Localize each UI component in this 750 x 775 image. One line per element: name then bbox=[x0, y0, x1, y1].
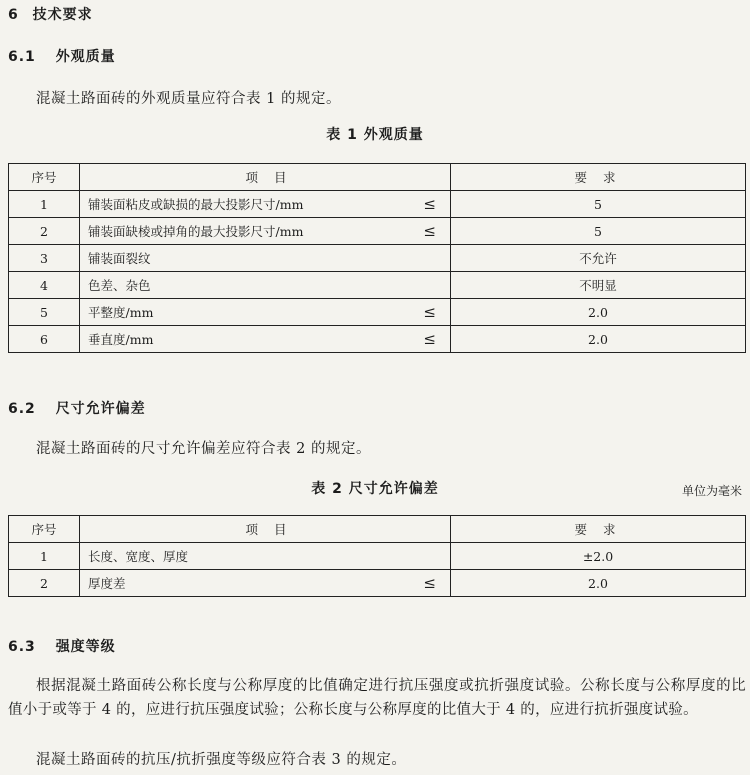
section-number: 6 bbox=[8, 7, 19, 23]
row-no: 1 bbox=[9, 191, 80, 218]
row-item: 色差、杂色 bbox=[88, 278, 151, 293]
table-row bbox=[9, 326, 746, 353]
table-2-unit: 单位为毫米 bbox=[681, 484, 742, 498]
section-6-1-heading bbox=[8, 46, 116, 66]
section-title: 外观质量 bbox=[55, 49, 116, 65]
leq-symbol: ≤ bbox=[423, 195, 436, 213]
row-item: 平整度/mm bbox=[88, 305, 154, 320]
table-row bbox=[9, 570, 746, 597]
section-6-heading bbox=[8, 4, 93, 24]
row-item: 铺装面粘皮或缺损的最大投影尺寸/mm bbox=[88, 197, 304, 212]
row-no: 5 bbox=[9, 299, 80, 326]
header-no: 序号 bbox=[9, 516, 80, 543]
row-item: 铺装面裂纹 bbox=[88, 251, 151, 266]
section-number: 6.1 bbox=[8, 49, 36, 65]
row-req: 2.0 bbox=[451, 326, 746, 353]
table-row bbox=[9, 299, 746, 326]
row-no: 2 bbox=[9, 218, 80, 245]
row-no: 1 bbox=[9, 543, 80, 570]
leq-symbol: ≤ bbox=[423, 303, 436, 321]
header-item: 项 目 bbox=[245, 170, 293, 185]
section-title: 技术要求 bbox=[32, 7, 93, 23]
row-no: 2 bbox=[9, 570, 80, 597]
table-2-caption: 表 2 尺寸允许偏差 bbox=[311, 481, 439, 497]
section-title: 强度等级 bbox=[55, 639, 116, 655]
header-req: 要 求 bbox=[574, 170, 622, 185]
row-req: 5 bbox=[451, 191, 746, 218]
section-6-3-paragraph-1: 根据混凝土路面砖公称长度与公称厚度的比值确定进行抗压强度或抗折强度试验。公称长度与公称厚度的比值小于或等于 4 的，应进行抗压强度试验；公称长度与公称厚度的比值大于 4 的，应进行抗折强度试验。 bbox=[8, 678, 746, 718]
table-row bbox=[9, 218, 746, 245]
row-no: 3 bbox=[9, 245, 80, 272]
table-2-dimension-tolerance bbox=[8, 515, 746, 597]
leq-symbol: ≤ bbox=[423, 574, 436, 592]
table-1-appearance-quality bbox=[8, 163, 746, 353]
header-req: 要 求 bbox=[574, 522, 622, 537]
row-req: 不允许 bbox=[451, 245, 746, 272]
section-6-3-paragraph-2: 混凝土路面砖的抗压/抗折强度等级应符合表 3 的规定。 bbox=[36, 752, 407, 768]
section-title: 尺寸允许偏差 bbox=[55, 401, 146, 417]
row-req: ±2.0 bbox=[451, 543, 746, 570]
leq-symbol: ≤ bbox=[423, 330, 436, 348]
section-6-1-intro: 混凝土路面砖的外观质量应符合表 1 的规定。 bbox=[36, 91, 341, 107]
row-item: 垂直度/mm bbox=[88, 332, 154, 347]
section-6-2-heading bbox=[8, 398, 146, 418]
row-req: 5 bbox=[451, 218, 746, 245]
row-item: 铺装面缺棱或掉角的最大投影尺寸/mm bbox=[88, 224, 304, 239]
section-number: 6.2 bbox=[8, 401, 36, 417]
row-no: 4 bbox=[9, 272, 80, 299]
section-number: 6.3 bbox=[8, 639, 36, 655]
table-1-caption: 表 1 外观质量 bbox=[326, 127, 424, 143]
row-item: 长度、宽度、厚度 bbox=[88, 549, 189, 564]
table-header-row bbox=[9, 164, 746, 191]
header-item: 项 目 bbox=[245, 522, 293, 537]
row-req: 2.0 bbox=[451, 299, 746, 326]
section-6-2-intro: 混凝土路面砖的尺寸允许偏差应符合表 2 的规定。 bbox=[36, 441, 371, 457]
leq-symbol: ≤ bbox=[423, 222, 436, 240]
row-req: 不明显 bbox=[451, 272, 746, 299]
table-row bbox=[9, 272, 746, 299]
table-row bbox=[9, 543, 746, 570]
section-6-3-heading bbox=[8, 636, 116, 656]
row-no: 6 bbox=[9, 326, 80, 353]
table-header-row bbox=[9, 516, 746, 543]
table-row bbox=[9, 245, 746, 272]
row-item: 厚度差 bbox=[88, 576, 126, 591]
table-row bbox=[9, 191, 746, 218]
row-req: 2.0 bbox=[451, 570, 746, 597]
header-no: 序号 bbox=[9, 164, 80, 191]
